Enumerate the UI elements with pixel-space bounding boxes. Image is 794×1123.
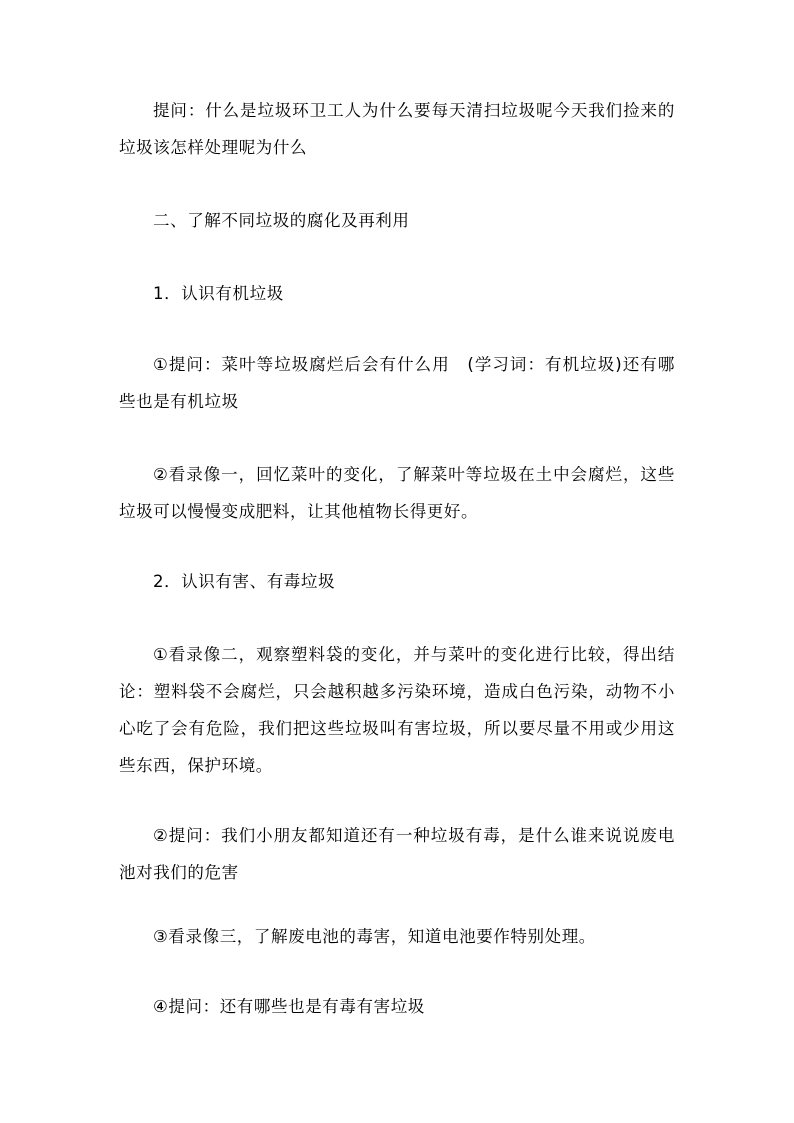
- heading-section-two: 二、了解不同垃圾的腐化及再利用: [153, 211, 410, 230]
- heading-organic-waste: 1．认识有机垃圾: [153, 284, 284, 303]
- paragraph-toxic-question: ④提问：还有哪些也是有毒有害垃圾: [153, 997, 425, 1016]
- heading-harmful-waste: 2．认识有害、有毒垃圾: [153, 572, 336, 591]
- paragraph-organic-question: ①提问：菜叶等垃圾腐烂后会有什么用 (学习词：有机垃圾)还有哪些也是有机垃圾: [119, 355, 675, 411]
- paragraph-video-two: ①看录像二，观察塑料袋的变化，并与菜叶的变化进行比较，得出结论：塑料袋不会腐烂，只会越积越多污染环境，造成白色污染，动物不小心吃了会有危险，我们把这些垃圾叫有害垃圾，所以要尽量不用或少用这些东西，保护环境。: [119, 645, 675, 775]
- paragraph-video-one: ②看录像一，回忆菜叶的变化，了解菜叶等垃圾在土中会腐烂，这些垃圾可以慢慢变成肥料，让其他植物长得更好。: [119, 465, 675, 521]
- paragraph-video-three: ③看录像三，了解废电池的毒害，知道电池要作特别处理。: [153, 927, 596, 946]
- paragraph-question-sanitation: 提问：什么是垃圾环卫工人为什么要每天清扫垃圾呢今天我们捡来的垃圾该怎样处理呢为什么: [119, 101, 675, 157]
- paragraph-battery-question: ②提问：我们小朋友都知道还有一种垃圾有毒，是什么谁来说说废电池对我们的危害: [119, 826, 675, 882]
